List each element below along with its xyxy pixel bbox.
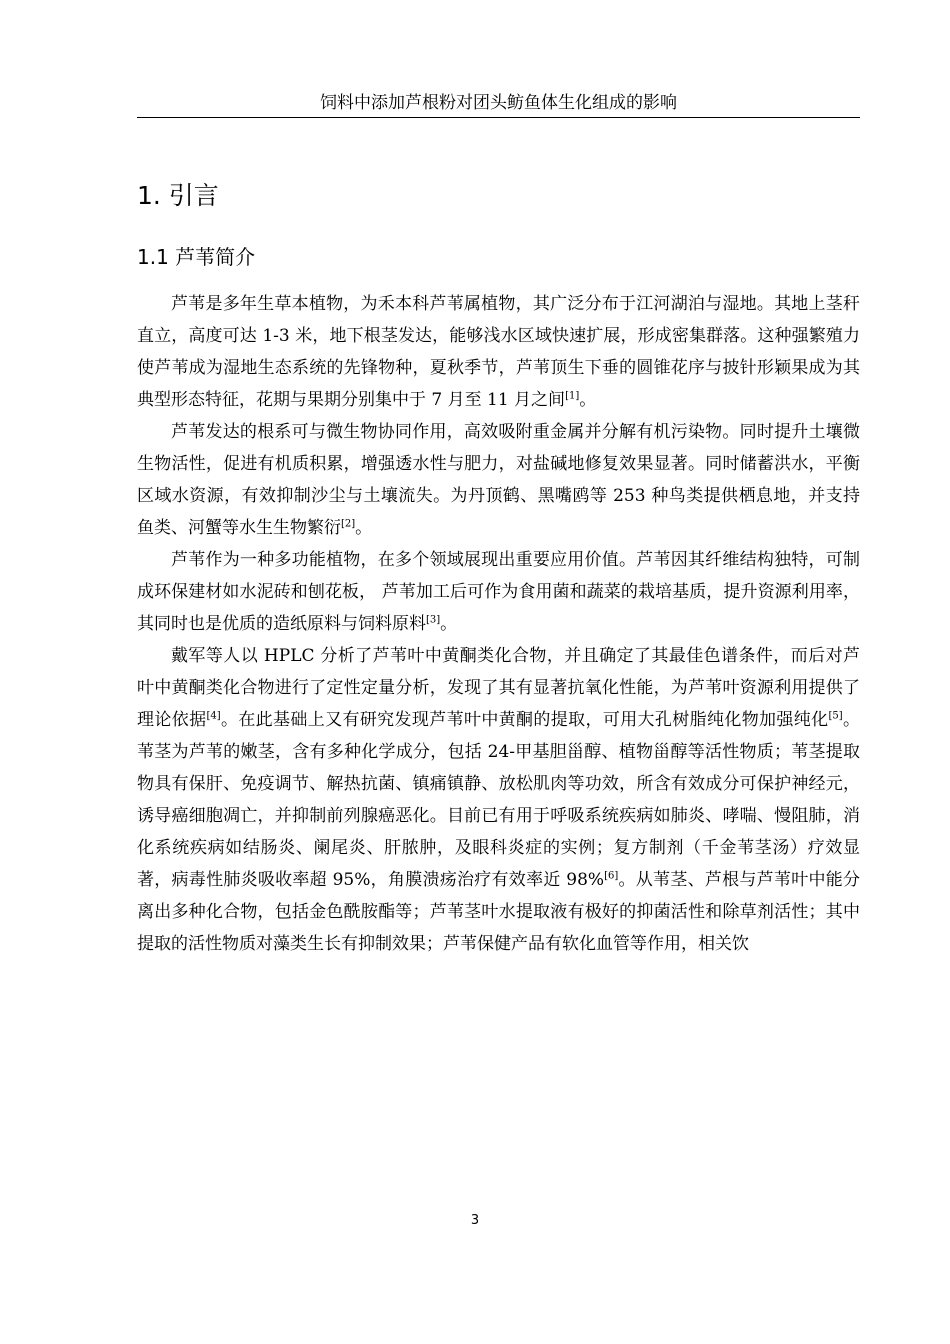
paragraph-text: 芦苇发达的根系可与微生物协同作用，高效吸附重金属并分解有机污染物。同时提升土壤微生物活性，促进有机质积累，增强透水性与肥力，对盐碱地修复效果显著。同时储蓄洪水，平衡区域水资源，有效抑制沙尘与土壤流失。为丹顶鹤、黑嘴鸥等 253 种鸟类提供栖息地，并支持鱼类、河蟹等水生生物繁衍	[137, 422, 860, 538]
paragraph-4	[137, 640, 860, 960]
paragraph-text: 。	[579, 390, 597, 410]
citation-ref: [4]	[206, 710, 221, 722]
citation-ref: [3]	[426, 614, 441, 626]
citation-ref: [1]	[565, 390, 580, 402]
section-heading: 1. 引言	[137, 181, 219, 210]
paragraph-text: 。在此基础上又有研究发现芦苇叶中黄酮的提取，可用大孔树脂纯化物加强纯化	[220, 710, 829, 730]
citation-ref: [6]	[604, 870, 619, 882]
paragraph-text: 芦苇作为一种多功能植物，在多个领域展现出重要应用价值。芦苇因其纤维结构独特，可制成环保建材如水泥砖和刨花板， 芦苇加工后可作为食用菌和蔬菜的栽培基质，提升资源利用率，其同时也是优质的造纸原料与饲料原料	[137, 550, 860, 634]
paragraph-text: 。从苇茎、芦根与芦苇叶中能分离出多种化合物，包括金色酰胺酯等；芦苇茎叶水提取液有极好的抑菌活性和除草剂活性；其中提取的活性物质对藻类生长有抑制效果；芦苇保健产品有软化血管等作用，相关饮	[137, 870, 860, 954]
page-body	[137, 176, 860, 960]
paragraph-text: 芦苇是多年生草本植物，为禾本科芦苇属植物，其广泛分布于江河湖泊与湿地。其地上茎秆直立，高度可达 1-3 米，地下根茎发达，能够浅水区域快速扩展，形成密集群落。这种强繁殖力使芦苇成为湿地生态系统的先锋物种，夏秋季节，芦苇顶生下垂的圆锥花序与披针形颖果成为其典型形态特征，花期与果期分别集中于 7 月至 11 月之间	[137, 294, 860, 410]
citation-ref: [5]	[828, 710, 843, 722]
paragraph-text: 。	[355, 518, 373, 538]
paragraph-text: 。	[440, 614, 458, 634]
paragraph-text: 戴军等人以 HPLC 分析了芦苇叶中黄酮类化合物，并且确定了其最佳色谱条件，而后对芦叶中黄酮类化合物进行了定性定量分析，发现了其有显著抗氧化性能，为芦苇叶资源利用提供了理论依据	[137, 646, 860, 730]
paragraph-2	[137, 416, 860, 544]
subsection-heading: 1.1 芦苇简介	[137, 245, 256, 269]
page-number: 3	[470, 1213, 480, 1228]
paragraph-1	[137, 288, 860, 416]
paragraph-3	[137, 544, 860, 640]
citation-ref: [2]	[341, 518, 356, 530]
paragraph-text: 。苇茎为芦苇的嫩茎，含有多种化学成分，包括 24-甲基胆甾醇、植物甾醇等活性物质；苇茎提取物具有保肝、免疫调节、解热抗菌、镇痛镇静、放松肌肉等功效，所含有效成分可保护神经元，诱导癌细胞凋亡，并抑制前列腺癌恶化。目前已有用于呼吸系统疾病如肺炎、哮喘、慢阻肺，消化系统疾病如结肠炎、阑尾炎、肝脓肿，及眼科炎症的实例；复方制剂（千金苇茎汤）疗效显著，病毒性肺炎吸收率超 95%，角膜溃疡治疗有效率近 98%	[137, 710, 861, 890]
running-header: 饲料中添加芦根粉对团头鲂鱼体生化组成的影响	[137, 91, 860, 118]
